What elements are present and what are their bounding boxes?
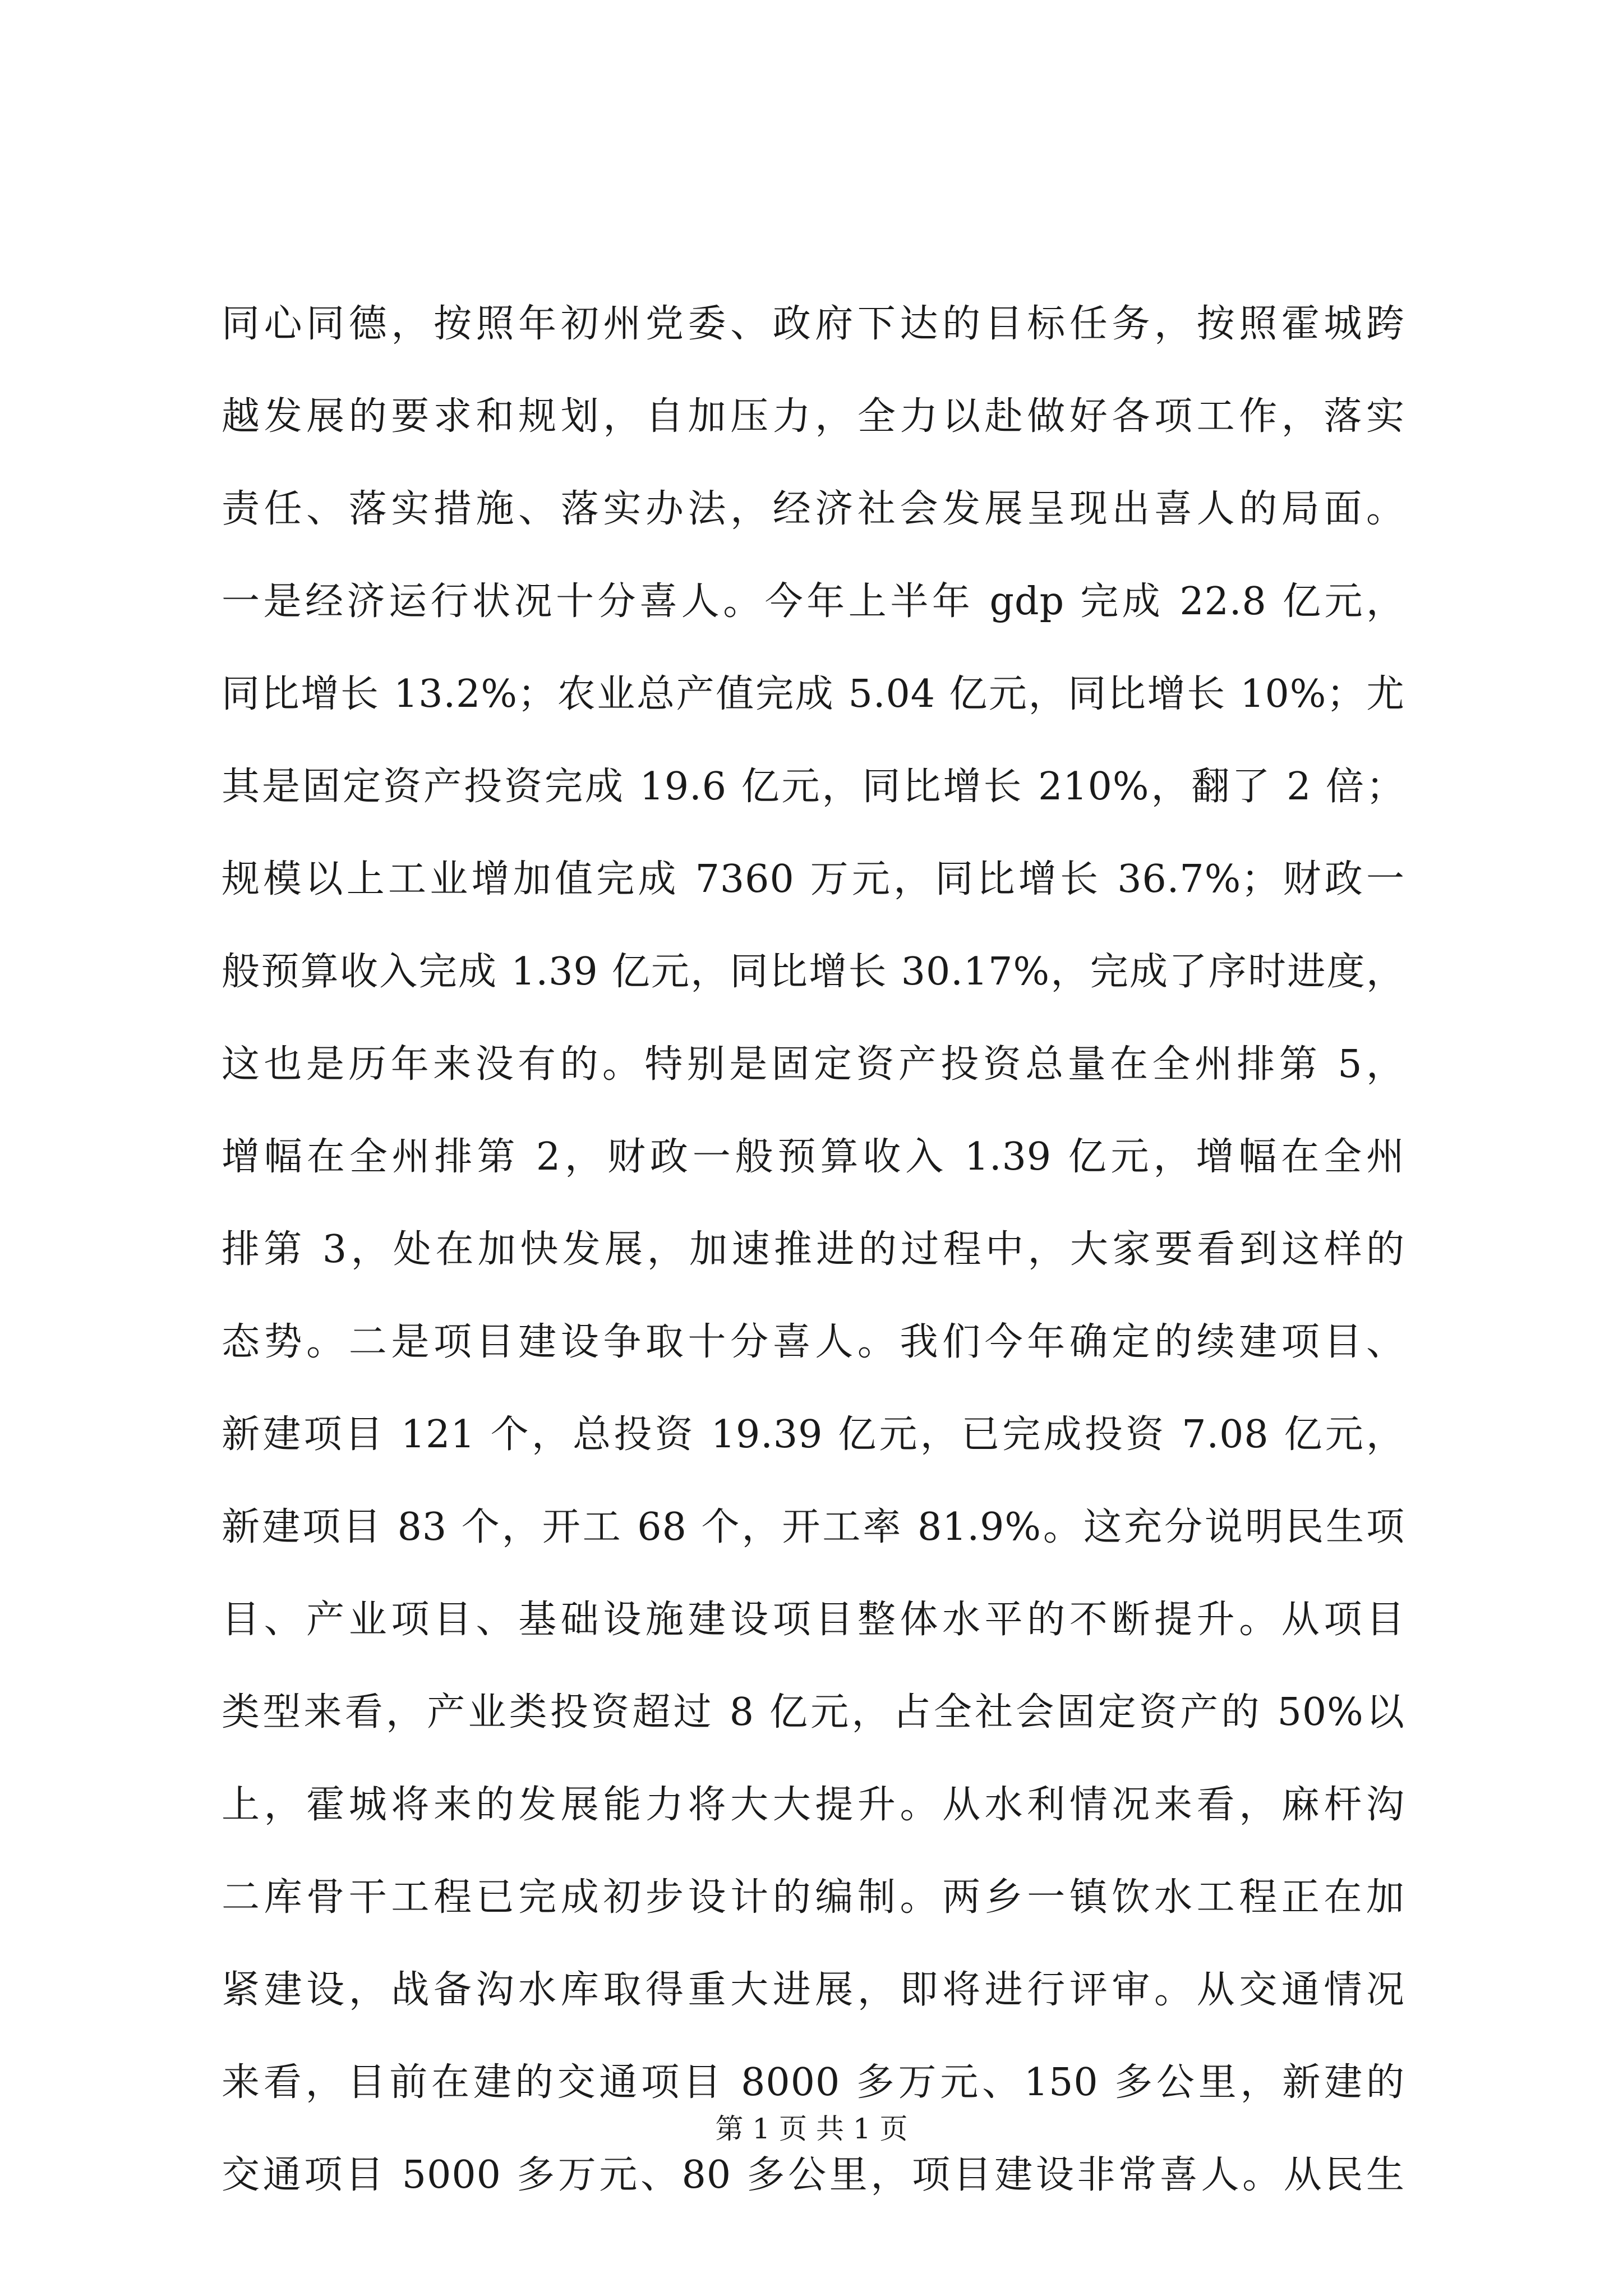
- text-line: 这也是历年来没有的。特别是固定资产投资总量在全州排第 5，: [222, 1042, 1405, 1087]
- page-number: 第 1 页 共 1 页: [715, 2113, 908, 2145]
- text-line: 同比增长 13.2%；农业总产值完成 5.04 亿元，同比增长 10%；尤: [222, 672, 1405, 716]
- text-line: 交通项目 5000 多万元、80 多公里，项目建设非常喜人。从民生: [222, 2153, 1405, 2197]
- body-text: [222, 278, 1405, 2221]
- text-line: 越发展的要求和规划，自加压力，全力以赴做好各项工作，落实: [222, 394, 1405, 439]
- text-line: 二库骨干工程已完成初步设计的编制。两乡一镇饮水工程正在加: [222, 1875, 1405, 1920]
- text-line: 紧建设，战备沟水库取得重大进展，即将进行评审。从交通情况: [222, 1968, 1405, 2012]
- text-line: 新建项目 83 个，开工 68 个，开工率 81.9%。这充分说明民生项: [222, 1505, 1405, 1549]
- text-line: 态势。二是项目建设争取十分喜人。我们今年确定的续建项目、: [222, 1320, 1405, 1364]
- page-footer: [0, 2109, 1623, 2148]
- text-line: 其是固定资产投资完成 19.6 亿元，同比增长 210%，翻了 2 倍；: [222, 765, 1405, 809]
- text-line: 新建项目 121 个，总投资 19.39 亿元，已完成投资 7.08 亿元，: [222, 1412, 1405, 1457]
- text-line: 责任、落实措施、落实办法，经济社会发展呈现出喜人的局面。: [222, 487, 1405, 531]
- text-line: 一是经济运行状况十分喜人。今年上半年 gdp 完成 22.8 亿元，: [222, 579, 1405, 624]
- text-line: 目、产业项目、基础设施建设项目整体水平的不断提升。从项目: [222, 1598, 1405, 1642]
- text-line: 增幅在全州排第 2，财政一般预算收入 1.39 亿元，增幅在全州: [222, 1135, 1405, 1179]
- text-line: 来看，目前在建的交通项目 8000 多万元、150 多公里，新建的: [222, 2060, 1405, 2105]
- text-line: 规模以上工业增加值完成 7360 万元，同比增长 36.7%；财政一: [222, 857, 1405, 901]
- text-line: 上，霍城将来的发展能力将大大提升。从水利情况来看，麻杆沟: [222, 1783, 1405, 1827]
- text-line: 般预算收入完成 1.39 亿元，同比增长 30.17%，完成了序时进度，: [222, 950, 1405, 994]
- text-line: 类型来看，产业类投资超过 8 亿元，占全社会固定资产的 50%以: [222, 1690, 1405, 1734]
- text-line: 同心同德，按照年初州党委、政府下达的目标任务，按照霍城跨: [222, 302, 1405, 346]
- text-line: 排第 3，处在加快发展，加速推进的过程中，大家要看到这样的: [222, 1227, 1405, 1272]
